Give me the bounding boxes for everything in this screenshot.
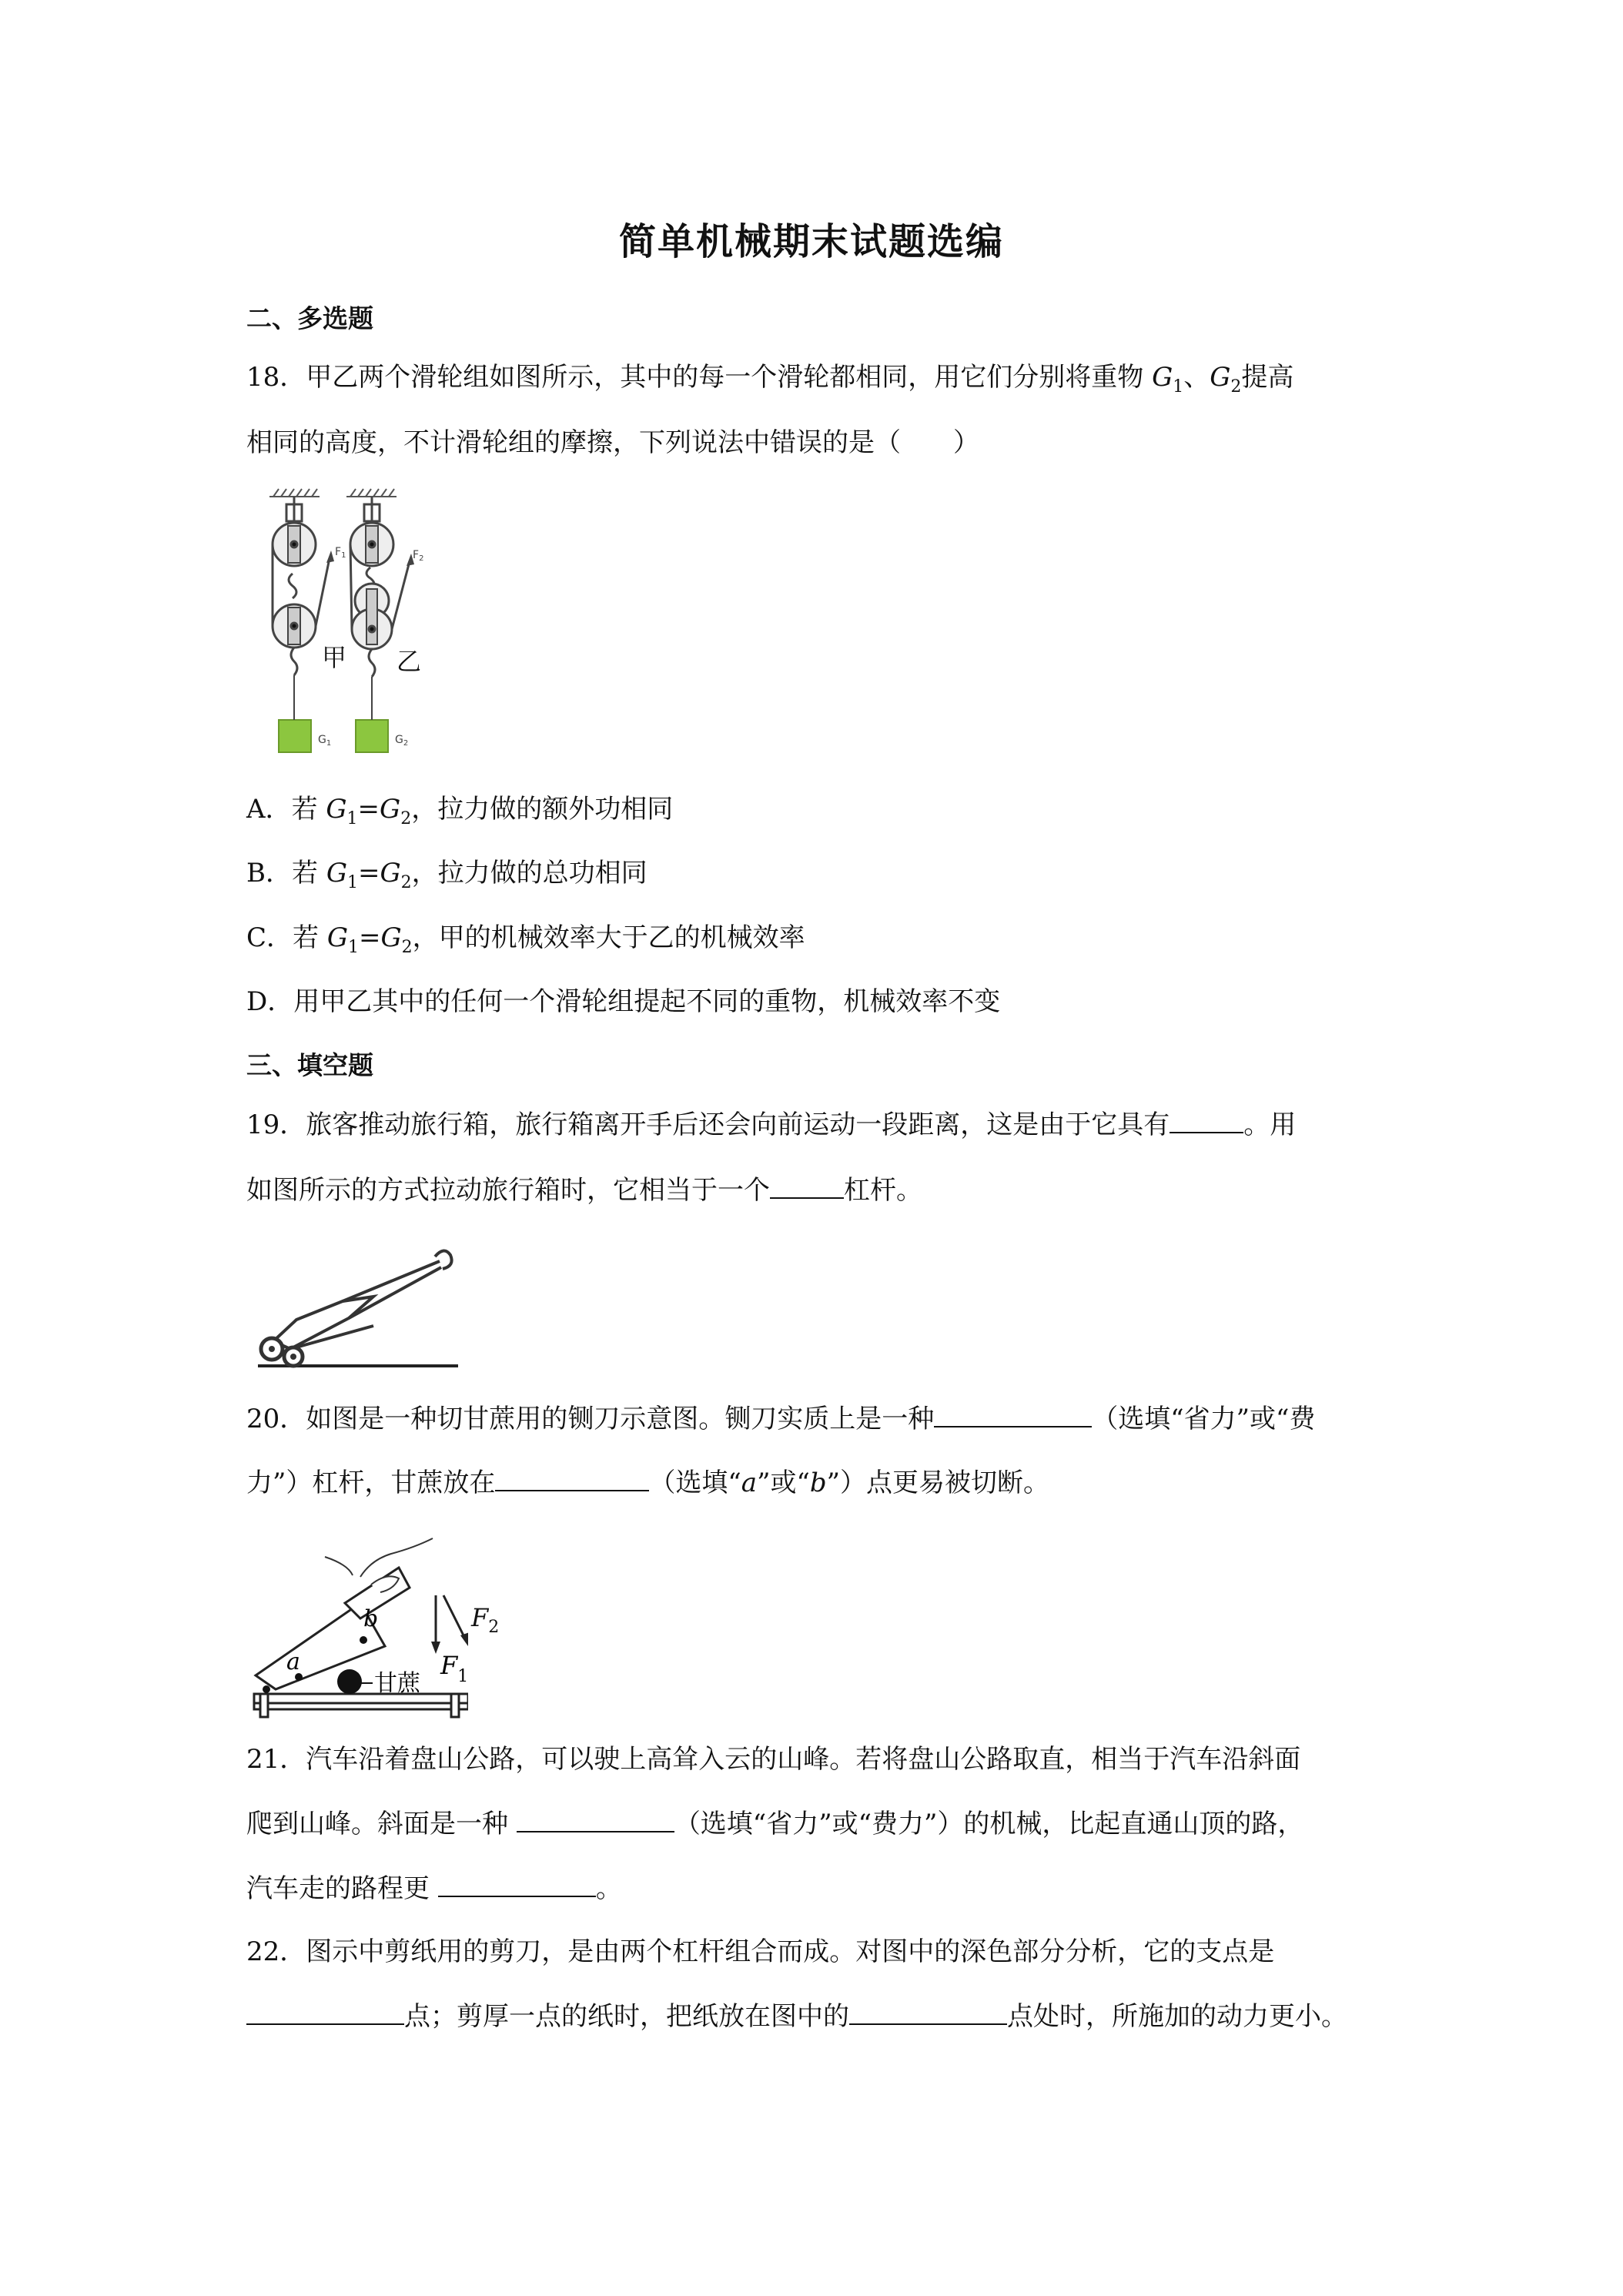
q19-blank-2[interactable] [770, 1174, 844, 1199]
pulley-diagram [246, 481, 447, 766]
q21-line-1: 21．汽车沿着盘山公路，可以驶上高耸入云的山峰。若将盘山公路取直，相当于汽车沿斜面 [246, 1744, 1301, 1775]
q19-line-2: 如图所示的方式拉动旅行箱时，它相当于一个 杠杆。 [246, 1175, 922, 1206]
q18-number: 18． [246, 362, 306, 393]
q20-blank-2[interactable] [495, 1467, 649, 1491]
label-a: a [286, 1648, 300, 1675]
label-f1: $F_1$ [440, 1651, 468, 1686]
label-f1: $F_1$ [335, 546, 346, 560]
q18-option-a: A．若 $G_1=G_2$，拉力做的额外功相同 [246, 794, 674, 828]
section-fill-blank-heading: 三、填空题 [246, 1050, 373, 1080]
q21-line-2: 爬到山峰。斜面是一种 （选填“省力”或“费力”）的机械，比起直通山顶的路， [246, 1809, 1304, 1839]
q22-line-1: 22．图示中剪纸用的剪刀，是由两个杠杆组合而成。对图中的深色部分分析，它的支点是 [246, 1936, 1275, 1967]
q19-blank-1[interactable] [1170, 1109, 1243, 1133]
weight-g2 [356, 720, 388, 752]
point-b [360, 1636, 367, 1644]
q21-blank-2[interactable] [438, 1873, 596, 1897]
q22-blank-2[interactable] [849, 2000, 1007, 2025]
q18-option-d: D．用甲乙其中的任何一个滑轮组提起不同的重物，机械效率不变 [246, 986, 1001, 1017]
page-title: 简单机械期末试题选编 [618, 220, 1004, 263]
guillotine-figure [245, 1523, 468, 1731]
suitcase-diagram [250, 1233, 466, 1372]
section-multiple-choice-heading: 二、多选题 [246, 303, 373, 333]
q21-blank-1[interactable] [517, 1808, 674, 1832]
guillotine-f2-label-box [471, 1603, 499, 1637]
sugarcane [337, 1669, 362, 1694]
label-ganzhe: 甘蔗 [374, 1670, 420, 1697]
q18-option-b: B．若 $G_1=G_2$，拉力做的总功相同 [246, 858, 648, 892]
q21-line-3: 汽车走的路程更 。 [246, 1873, 622, 1904]
weight-g1 [279, 720, 311, 752]
pulley-figure [246, 481, 447, 766]
q18-option-c: C．若 $G_1=G_2$，甲的机械效率大于乙的机械效率 [246, 922, 805, 957]
q19-line-1: 19．旅客推动旅行箱，旅行箱离开手后还会向前运动一段距离，这是由于它具有 。用 [246, 1110, 1297, 1140]
label-g1: $G_1$ [318, 734, 332, 748]
guillotine-diagram [245, 1523, 468, 1731]
label-g2: $G_2$ [395, 734, 409, 748]
q18-line-2: 相同的高度，不计滑轮组的摩擦，下列说法中错误的是（ ） [246, 427, 979, 458]
pulley-jia [273, 497, 330, 675]
q18-line-1: 18．甲乙两个滑轮组如图所示，其中的每一个滑轮都相同，用它们分别将重物 $G_1$、$G_2$提高 [246, 362, 1294, 397]
q22-blank-1[interactable] [246, 2000, 404, 2025]
label-f2: $F_2$ [413, 549, 424, 563]
label-b: b [363, 1605, 379, 1632]
label-yi: 乙 [397, 647, 422, 676]
label-f2: $F_2$ [471, 1603, 500, 1637]
q20-line-2: 力”）杠杆，甘蔗放在 （选填“a”或“b”）点更易被切断。 [246, 1468, 1049, 1498]
q20-line-1: 20．如图是一种切甘蔗用的铡刀示意图。铡刀实质上是一种 （选填“省力”或“费 [246, 1404, 1316, 1434]
q22-line-2: 点；剪厚一点的纸时，把纸放在图中的 点处时，所施加的动力更小。 [246, 2000, 1378, 2032]
arrow-f1-head [326, 551, 334, 563]
q20-blank-1[interactable] [934, 1403, 1092, 1427]
label-jia: 甲 [322, 643, 347, 672]
suitcase-figure [250, 1233, 466, 1372]
